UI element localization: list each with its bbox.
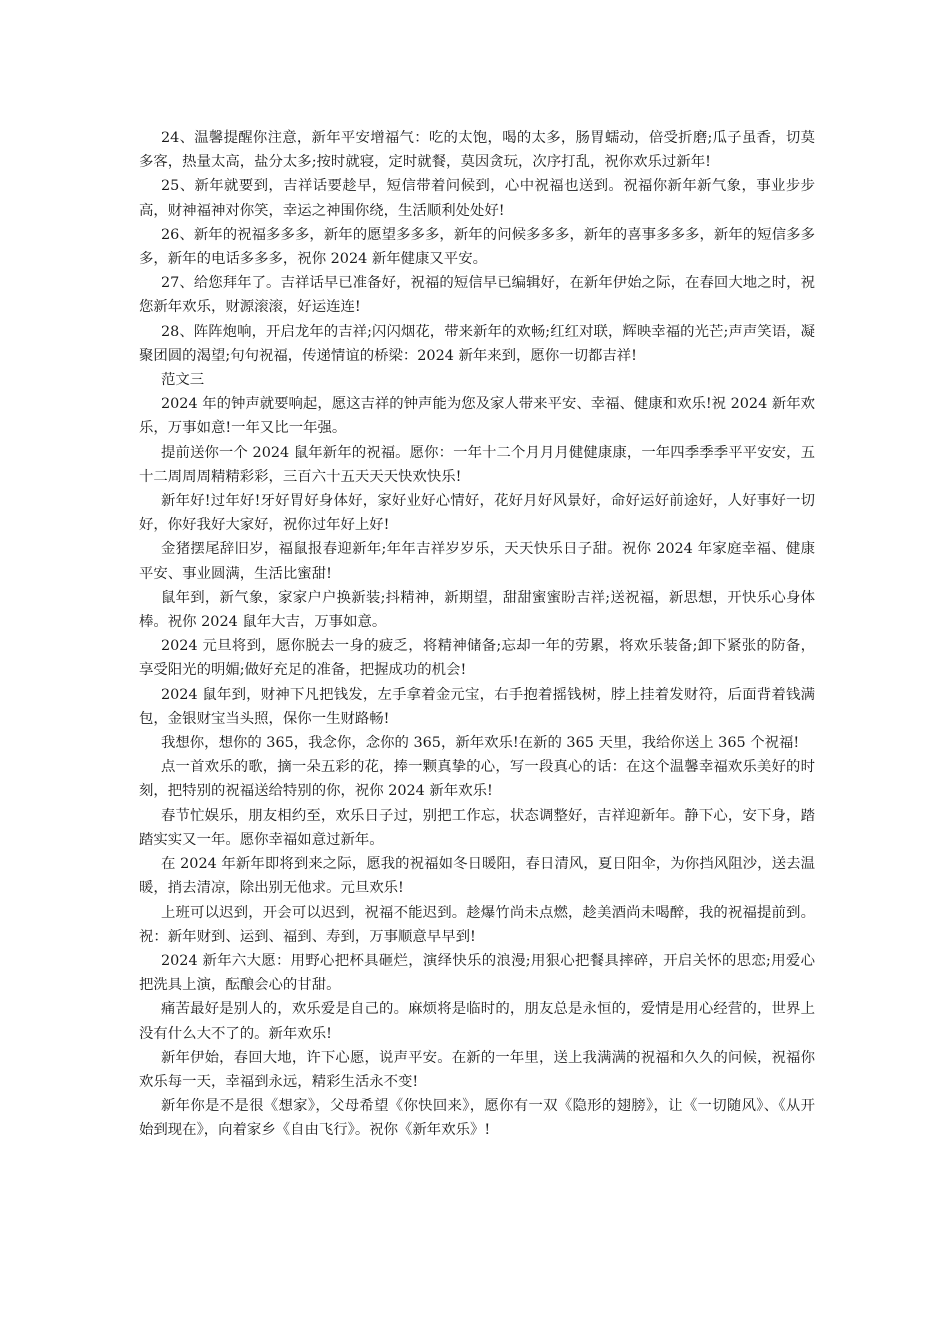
paragraph: 鼠年到，新气象，家家户户换新装;抖精神，新期望，甜甜蜜蜜盼吉祥;送祝福，新思想，开快乐心身体棒。祝你 2024 鼠年大吉，万事如意。 — [139, 589, 815, 631]
paragraph: 2024 鼠年到，财神下凡把钱发，左手拿着金元宝，右手抱着摇钱树，脖上挂着发财符，后面背着钱满包，金银财宝当头照，保你一生财路畅! — [139, 686, 815, 727]
paragraph: 新年伊始，春回大地，许下心愿，说声平安。在新的一年里，送上我满满的祝福和久久的问候，祝福你欢乐每一天，幸福到永远，精彩生活永不变! — [139, 1049, 815, 1090]
paragraph-24: 24、温馨提醒你注意，新年平安增福气：吃的太饱，喝的太多，肠胃蠕动，倍受折磨;瓜子虽香，切莫多客，热量太高，盐分太多;按时就寝，定时就餐，莫因贪玩，次序打乱，祝你欢乐过新年! — [139, 130, 815, 171]
paragraph: 点一首欢乐的歌，摘一朵五彩的花，捧一颗真挚的心，写一段真心的话：在这个温馨幸福欢乐美好的时刻，把特别的祝福送给特别的你，祝你 2024 新年欢乐! — [139, 759, 815, 800]
paragraph: 2024 新年六大愿：用野心把杯具砸烂，演绎快乐的浪漫;用狠心把餐具摔碎，开启关怀的思恋;用爱心把洗具上演，酝酿会心的甘甜。 — [139, 952, 815, 994]
paragraph: 上班可以迟到，开会可以迟到，祝福不能迟到。趁爆竹尚未点燃，趁美酒尚未喝醉，我的祝福提前到。祝：新年财到、运到、福到、寿到，万事顺意早早到! — [139, 904, 815, 945]
paragraph: 2024 元旦将到，愿你脱去一身的疲乏，将精神储备;忘却一年的劳累，将欢乐装备;卸下紧张的防备，享受阳光的明媚;做好充足的准备，把握成功的机会! — [139, 638, 815, 679]
paragraph: 新年好!过年好!牙好胃好身体好，家好业好心情好，花好月好风景好，命好运好前途好，人好事好一切好，你好我好大家好，祝你过年好上好! — [139, 493, 815, 534]
paragraph-26: 26、新年的祝福多多多，新年的愿望多多多，新年的问候多多多，新年的喜事多多多，新年的短信多多多，新年的电话多多多，祝你 2024 新年健康又平安。 — [139, 226, 815, 268]
paragraph: 金猪摆尾辞旧岁，福鼠报春迎新年;年年吉祥岁岁乐，天天快乐日子甜。祝你 2024 年家庭幸福、健康平安、事业圆满，生活比蜜甜! — [139, 541, 815, 582]
paragraph: 在 2024 年新年即将到来之际，愿我的祝福如冬日暖阳，春日清风，夏日阳伞，为你挡风阻沙，送去温暖，捎去清凉，除出别无他求。元旦欢乐! — [139, 856, 815, 897]
document-body — [139, 126, 815, 1143]
paragraph: 我想你，想你的 365，我念你，念你的 365，新年欢乐!在新的 365 天里，我给你送上 365 个祝福! — [161, 735, 800, 752]
paragraph: 痛苦最好是别人的，欢乐爱是自己的。麻烦将是临时的，朋友总是永恒的，爱情是用心经营的，世界上没有什么大不了的。新年欢乐! — [139, 1001, 815, 1042]
paragraph: 2024 年的钟声就要响起，愿这吉祥的钟声能为您及家人带来平安、幸福、健康和欢乐!祝 2024 新年欢乐，万事如意!一年又比一年强。 — [139, 396, 815, 437]
paragraph-25: 25、新年就要到，吉祥话要趁早，短信带着问候到，心中祝福也送到。祝福你新年新气象，事业步步高，财神福神对你笑，幸运之神围你绕，生活顺利处处好! — [139, 178, 815, 219]
paragraph: 提前送你一个 2024 鼠年新年的祝福。愿你：一年十二个月月月健健康康，一年四季季季平平安安，五十二周周周精精彩彩，三百六十五天天天快欢快乐! — [139, 444, 815, 485]
paragraph-27: 27、给您拜年了。吉祥话早已准备好，祝福的短信早已编辑好，在新年伊始之际，在春回大地之时，祝您新年欢乐，财源滚滚，好运连连! — [139, 275, 815, 316]
paragraph: 春节忙娱乐，朋友相约至，欢乐日子过，别把工作忘，状态调整好，吉祥迎新年。静下心，安下身，踏踏实实又一年。愿你幸福如意过新年。 — [139, 807, 815, 848]
paragraph-28: 28、阵阵炮响，开启龙年的吉祥;闪闪烟花，带来新年的欢畅;红红对联，辉映幸福的光芒;声声笑语，凝聚团圆的渴望;句句祝福，传递情谊的桥梁：2024 新年来到，愿你一切都吉祥! — [139, 323, 815, 364]
paragraph: 新年你是不是很《想家》，父母希望《你快回来》，愿你有一双《隐形的翅膀》，让《一切随风》、《从开始到现在》，向着家乡《自由飞行》。祝你《新年欢乐》! — [139, 1098, 815, 1139]
section-heading: 范文三 — [161, 372, 205, 389]
